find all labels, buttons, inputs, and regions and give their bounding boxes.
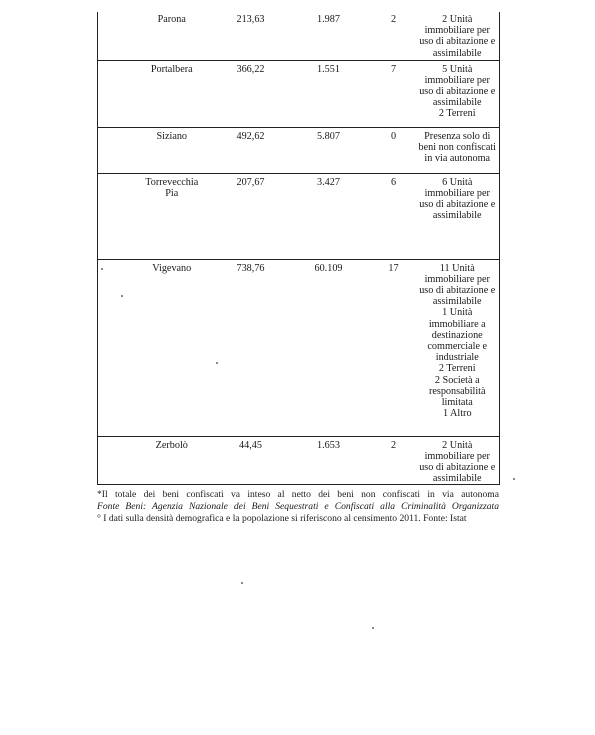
dettaglio-line: limitata: [441, 396, 473, 408]
cell-dettaglio-beni: [416, 173, 500, 259]
table-row: [98, 173, 500, 259]
comune-name-line: Parona: [157, 14, 186, 25]
footnote-census: ° I dati sulla densità demografica e la popolazione si riferiscono al censimento 2011. Fonte: Istat: [97, 513, 467, 524]
table-row: [98, 12, 500, 60]
dettaglio-line: 6 Unità: [442, 176, 473, 188]
dettaglio-line: uso di abitazione e: [419, 85, 496, 97]
dettaglio-line: immobiliare per: [424, 273, 490, 285]
dettaglio-line: assimilabile: [432, 473, 482, 485]
comune-name-line: Portalbera: [150, 63, 193, 75]
dettaglio-line: uso di abitazione e: [419, 284, 496, 296]
dettaglio-line: 11 Unità: [439, 262, 475, 274]
dettaglio-line: uso di abitazione e: [419, 461, 496, 473]
dettaglio-line: immobiliare a: [428, 318, 486, 330]
cell-popolazione: 1.987: [286, 12, 372, 60]
cell-dettaglio-beni: [416, 60, 500, 127]
table-row: [98, 436, 500, 485]
cell-popolazione: 1.551: [286, 60, 372, 127]
footnotes: [97, 489, 499, 525]
dettaglio-line: 1 Altro: [442, 408, 472, 420]
cell-dettaglio-beni: [416, 259, 500, 436]
cell-superficie: 213,63: [216, 12, 286, 60]
comune-name-line: Pia: [165, 187, 179, 199]
cell-comune: [98, 60, 216, 127]
dettaglio-line: 2 Unità: [442, 14, 473, 25]
dettaglio-line: industriale: [435, 352, 479, 364]
dettaglio-line: immobiliare per: [424, 74, 490, 86]
dettaglio-line: commerciale e: [427, 340, 488, 352]
cell-comune: [98, 259, 216, 436]
scan-speck: [241, 582, 243, 584]
dettaglio-line: in via autonoma: [424, 152, 491, 164]
comune-name-line: Torrevecchia: [145, 176, 199, 188]
dettaglio-line: Presenza solo di: [424, 130, 491, 142]
dettaglio-line: immobiliare per: [424, 25, 490, 37]
cell-popolazione: 1.653: [286, 436, 372, 485]
cell-dettaglio-beni: [416, 12, 500, 60]
dettaglio-line: uso di abitazione e: [419, 36, 496, 48]
table-row: [98, 259, 500, 436]
scan-speck: [121, 295, 123, 297]
cell-dettaglio-beni: [416, 436, 500, 485]
cell-beni-count: 17: [372, 259, 416, 436]
cell-comune: [98, 173, 216, 259]
cell-popolazione: 3.427: [286, 173, 372, 259]
footnote-source: Fonte Beni: Agenzia Nazionale dei Beni Sequestrati e Confiscati alla Criminalità Organizzata: [97, 501, 499, 512]
cell-superficie: 366,22: [216, 60, 286, 127]
comune-name-line: Vigevano: [152, 262, 192, 274]
cell-superficie: 738,76: [216, 259, 286, 436]
dettaglio-line: assimilabile: [432, 210, 482, 222]
dettaglio-line: uso di abitazione e: [419, 198, 496, 210]
table-body: [98, 12, 500, 485]
scan-speck: [216, 362, 218, 364]
scan-speck: [513, 478, 515, 480]
cell-comune: [98, 436, 216, 485]
comune-name-line: Zerbolò: [155, 439, 188, 451]
cell-beni-count: 2: [372, 12, 416, 60]
dettaglio-line: assimilabile: [432, 296, 482, 308]
cell-popolazione: 5.807: [286, 127, 372, 173]
cell-superficie: 492,62: [216, 127, 286, 173]
cell-popolazione: 60.109: [286, 259, 372, 436]
cell-superficie: 207,67: [216, 173, 286, 259]
dettaglio-line: responsabilità: [428, 385, 486, 397]
dettaglio-line: beni non confiscati: [418, 141, 496, 153]
cell-beni-count: 7: [372, 60, 416, 127]
cell-comune: [98, 12, 216, 60]
dettaglio-line: assimilabile: [432, 47, 482, 59]
footnote-total: *Il totale dei beni confiscati va inteso al netto dei beni non confiscati in via autonoma: [97, 489, 499, 500]
dettaglio-line: 5 Unità: [442, 63, 473, 75]
dettaglio-line: immobiliare per: [424, 450, 490, 462]
scan-speck: [372, 627, 374, 629]
dettaglio-line: 2 Terreni: [438, 363, 476, 375]
comune-name-line: Siziano: [156, 130, 188, 142]
dettaglio-line: assimilabile: [432, 97, 482, 109]
cell-superficie: 44,45: [216, 436, 286, 485]
cell-beni-count: 6: [372, 173, 416, 259]
dettaglio-line: destinazione: [431, 329, 483, 341]
dettaglio-line: 2 Terreni: [438, 108, 476, 120]
cell-beni-count: 0: [372, 127, 416, 173]
cell-dettaglio-beni: [416, 127, 500, 173]
table-row: [98, 127, 500, 173]
dettaglio-line: 2 Società a: [434, 374, 480, 386]
dettaglio-line: immobiliare per: [424, 187, 490, 199]
comuni-beni-table: [97, 12, 500, 485]
table-row: [98, 60, 500, 127]
dettaglio-line: 2 Unità: [442, 439, 473, 451]
cell-comune: [98, 127, 216, 173]
dettaglio-line: 1 Unità: [442, 307, 473, 319]
cell-beni-count: 2: [372, 436, 416, 485]
scan-speck: [101, 268, 103, 270]
